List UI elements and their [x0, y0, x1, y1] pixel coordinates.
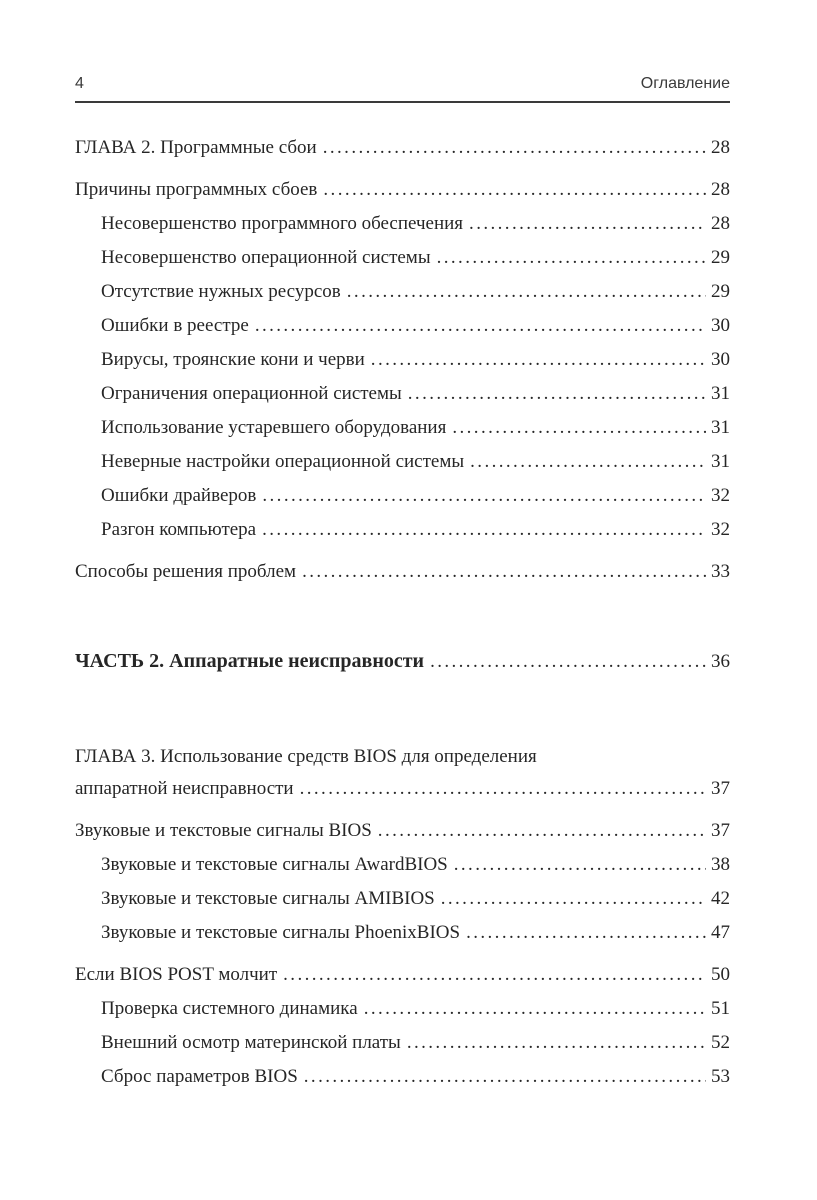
- toc-entry-page: 29: [711, 281, 730, 302]
- toc-entry-label: Отсутствие нужных ресурсов: [101, 281, 341, 302]
- toc-entry-label: ГЛАВА 2. Программные сбои: [75, 137, 317, 158]
- toc-entry: [75, 213, 730, 234]
- toc-entry-page: 30: [711, 349, 730, 370]
- toc-entry-page: 30: [711, 315, 730, 336]
- dot-leader: [262, 519, 706, 540]
- toc-entry-page: 37: [711, 778, 730, 799]
- toc-entry-page: 31: [711, 451, 730, 472]
- dot-leader: [469, 213, 706, 234]
- toc-entry-label: Звуковые и текстовые сигналы AwardBIOS: [101, 854, 448, 875]
- dot-leader: [441, 888, 706, 909]
- toc-entry: [75, 922, 730, 943]
- toc-entry-label: Сброс параметров BIOS: [101, 1066, 298, 1087]
- toc-entry: [75, 746, 730, 767]
- dot-leader: [408, 383, 706, 404]
- toc-entry: [75, 820, 730, 841]
- toc-entry-label: Причины программных сбоев: [75, 179, 318, 200]
- dot-leader: [300, 778, 706, 799]
- toc-entry-label: ГЛАВА 3. Использование средств BIOS для определения: [75, 746, 537, 767]
- toc-entry-page: 37: [711, 820, 730, 841]
- dot-leader: [364, 998, 706, 1019]
- toc-entry-page: 28: [711, 213, 730, 234]
- toc-entry: [75, 137, 730, 158]
- toc-entry-label: Ошибки в реестре: [101, 315, 249, 336]
- toc-entry-label: Использование устаревшего оборудования: [101, 417, 447, 438]
- toc-entry-label: Если BIOS POST молчит: [75, 964, 278, 985]
- toc-entry-label: Разгон компьютера: [101, 519, 257, 540]
- dot-leader: [371, 349, 706, 370]
- toc-entry: [75, 417, 730, 438]
- toc-entry-label: Звуковые и текстовые сигналы AMIBIOS: [101, 888, 435, 909]
- toc-entry-label: Внешний осмотр материнской платы: [101, 1032, 401, 1053]
- toc-entry-page: 33: [711, 561, 730, 582]
- toc-entry: [75, 179, 730, 200]
- dot-leader: [323, 137, 706, 158]
- toc-entry: [75, 964, 730, 985]
- dot-leader: [454, 854, 706, 875]
- toc-entry-page: 32: [711, 485, 730, 506]
- toc-entry: [75, 519, 730, 540]
- toc-entry-label: Несовершенство операционной системы: [101, 247, 431, 268]
- toc-entry-label: Ограничения операционной системы: [101, 383, 402, 404]
- header-page-number: 4: [75, 75, 84, 92]
- dot-leader: [262, 485, 706, 506]
- dot-leader: [430, 651, 706, 672]
- toc-entry-page: 31: [711, 383, 730, 404]
- toc-entry: [75, 383, 730, 404]
- toc-entry-page: 28: [711, 137, 730, 158]
- toc-list: [75, 137, 730, 1087]
- toc-entry: [75, 247, 730, 268]
- toc-entry-page: 36: [711, 651, 730, 672]
- dot-leader: [347, 281, 706, 302]
- toc-entry-page: 42: [711, 888, 730, 909]
- toc-entry-label: Вирусы, троянские кони и черви: [101, 349, 365, 370]
- toc-entry-page: 28: [711, 179, 730, 200]
- toc-entry-page: 47: [711, 922, 730, 943]
- toc-entry-page: 29: [711, 247, 730, 268]
- toc-entry: [75, 1032, 730, 1053]
- toc-entry: [75, 998, 730, 1019]
- dot-leader: [407, 1032, 706, 1053]
- dot-leader: [302, 561, 706, 582]
- dot-leader: [466, 922, 706, 943]
- toc-entry-page: 53: [711, 1066, 730, 1087]
- toc-entry-label: Способы решения проблем: [75, 561, 297, 582]
- toc-entry-label: аппаратной неисправности: [75, 778, 294, 799]
- toc-entry-page: 38: [711, 854, 730, 875]
- toc-entry-label: Звуковые и текстовые сигналы PhoenixBIOS: [101, 922, 461, 943]
- toc-entry: [75, 778, 730, 799]
- toc-entry: [75, 888, 730, 909]
- toc-entry-label: Проверка системного динамика: [101, 998, 358, 1019]
- dot-leader: [323, 179, 706, 200]
- page-header: [75, 74, 730, 103]
- toc-entry-page: 51: [711, 998, 730, 1019]
- toc-entry-page: 52: [711, 1032, 730, 1053]
- toc-entry: [75, 651, 730, 672]
- toc-entry-label: Ошибки драйверов: [101, 485, 257, 506]
- dot-leader: [255, 315, 706, 336]
- toc-entry-label: Звуковые и текстовые сигналы BIOS: [75, 820, 372, 841]
- toc-entry: [75, 315, 730, 336]
- toc-entry-label: ЧАСТЬ 2. Аппаратные неисправности: [75, 650, 425, 672]
- toc-entry-label: Неверные настройки операционной системы: [101, 451, 465, 472]
- toc-entry: [75, 1066, 730, 1087]
- toc-entry: [75, 561, 730, 582]
- toc-entry-page: 31: [711, 417, 730, 438]
- header-running-title: Оглавление: [640, 75, 730, 92]
- toc-entry-label: Несовершенство программного обеспечения: [101, 213, 464, 234]
- toc-entry-page: 32: [711, 519, 730, 540]
- dot-leader: [470, 451, 706, 472]
- toc-entry-page: 50: [711, 964, 730, 985]
- toc-entry: [75, 854, 730, 875]
- dot-leader: [283, 964, 706, 985]
- toc-entry: [75, 451, 730, 472]
- dot-leader: [437, 247, 706, 268]
- toc-entry: [75, 485, 730, 506]
- dot-leader: [304, 1066, 706, 1087]
- toc-entry: [75, 281, 730, 302]
- dot-leader: [452, 417, 706, 438]
- toc-entry: [75, 349, 730, 370]
- dot-leader: [378, 820, 706, 841]
